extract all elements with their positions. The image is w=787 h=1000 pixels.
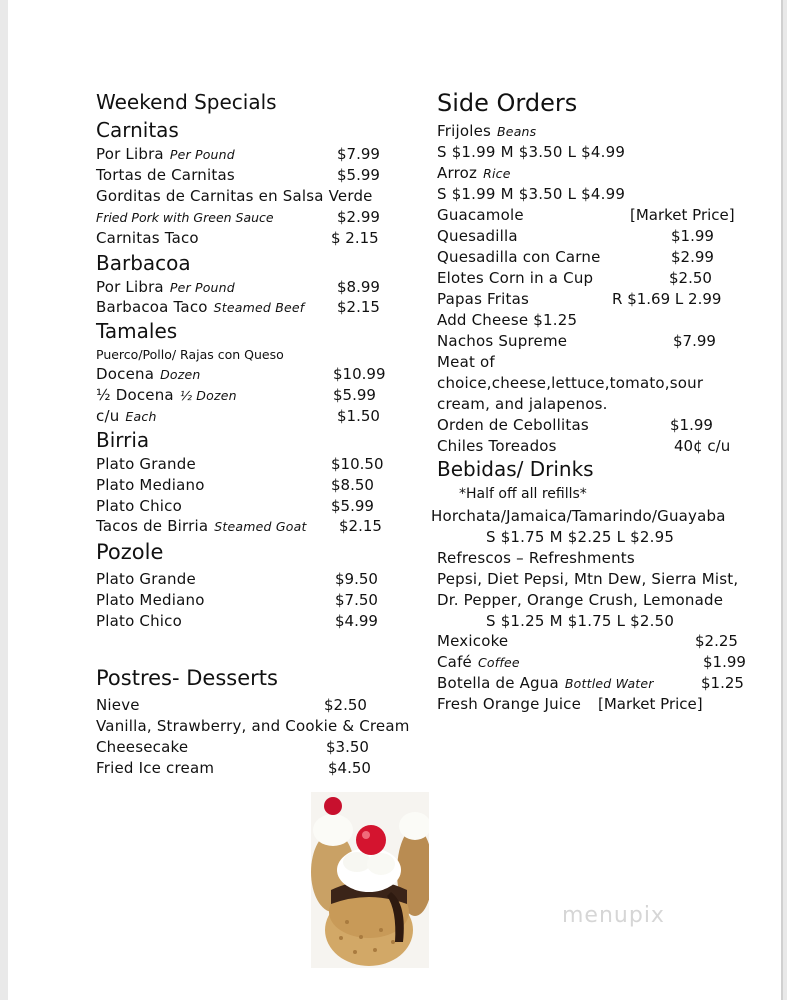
menu-item: Fried Ice cream — [96, 759, 215, 777]
item-price: $1.99 — [703, 653, 746, 671]
menu-item: Nieve — [96, 696, 140, 714]
menu-item: Mexicoke — [437, 632, 509, 650]
item-translation: Per Pound — [169, 147, 235, 162]
size-prices: S $1.99 M $3.50 L $4.99 — [437, 143, 626, 161]
fried-ice-cream-photo — [311, 792, 429, 968]
dessert-illustration — [311, 792, 429, 968]
menu-item — [437, 674, 654, 692]
item-price: $1.99 — [670, 416, 713, 434]
item-price: $5.99 — [331, 497, 374, 515]
menu-item: Nachos Supreme — [437, 332, 568, 350]
side-orders-heading: Side Orders — [437, 89, 578, 117]
item-description: Meat of — [437, 353, 495, 371]
item-description: Dr. Pepper, Orange Crush, Lemonade — [437, 591, 724, 609]
tamales-types: Puerco/Pollo/ Rajas con Queso — [96, 347, 284, 362]
menu-item — [437, 164, 511, 182]
item-name: ½ Docena — [96, 386, 174, 404]
item-price: [Market Price] — [630, 206, 735, 224]
item-price: $5.99 — [337, 166, 380, 184]
menu-item: Plato Chico — [96, 497, 183, 515]
menu-item: Carnitas Taco — [96, 229, 199, 247]
menu-item — [437, 122, 536, 140]
item-name: Por Libra — [96, 278, 164, 296]
menu-item: Plato Mediano — [96, 591, 205, 609]
menu-item: Plato Grande — [96, 570, 196, 588]
item-price: $4.99 — [335, 612, 378, 630]
item-price: 40¢ c/u — [674, 437, 731, 455]
menu-item: Chiles Toreados — [437, 437, 557, 455]
item-price: $1.50 — [337, 407, 380, 425]
item-description: Pepsi, Diet Pepsi, Mtn Dew, Sierra Mist, — [437, 570, 739, 588]
menu-item: Plato Mediano — [96, 476, 205, 494]
item-translation: Dozen — [160, 367, 201, 382]
item-price: $10.50 — [331, 455, 384, 473]
dessert-flavors: Vanilla, Strawberry, and Cookie & Cream — [96, 717, 410, 735]
menu-item — [96, 407, 157, 425]
item-price: [Market Price] — [598, 695, 703, 713]
item-translation: Coffee — [477, 655, 520, 670]
item-price: $1.99 — [671, 227, 714, 245]
menu-item: Guacamole — [437, 206, 524, 224]
item-price: $7.50 — [335, 591, 378, 609]
tamales-heading: Tamales — [96, 319, 178, 343]
item-name: Por Libra — [96, 145, 164, 163]
item-translation: Rice — [483, 166, 511, 181]
item-price: $2.25 — [695, 632, 738, 650]
bebidas-heading: Bebidas/ Drinks — [437, 457, 594, 481]
menu-item: Gorditas de Carnitas en Salsa Verde — [96, 187, 373, 205]
item-name: c/u — [96, 407, 120, 425]
menu-item — [96, 365, 201, 383]
item-price: R $1.69 L 2.99 — [612, 290, 722, 308]
item-name: Frijoles — [437, 122, 492, 140]
item-price: $ 2.15 — [331, 229, 379, 247]
item-price: $2.99 — [337, 208, 380, 226]
carnitas-heading: Carnitas — [96, 118, 179, 142]
item-price: $7.99 — [337, 145, 380, 163]
menu-item — [96, 386, 237, 404]
item-price: $1.25 — [701, 674, 744, 692]
item-description: choice,cheese,lettuce,tomato,sour — [437, 374, 704, 392]
item-price: $4.50 — [328, 759, 371, 777]
item-price: $8.50 — [331, 476, 374, 494]
menu-page — [8, 0, 783, 1000]
menu-item — [96, 517, 307, 535]
size-prices: S $1.99 M $3.50 L $4.99 — [437, 185, 626, 203]
item-translation: Per Pound — [169, 280, 235, 295]
menu-item: Orden de Cebollitas — [437, 416, 589, 434]
item-name: Botella de Agua — [437, 674, 559, 692]
item-price: $2.15 — [339, 517, 382, 535]
item-name: Barbacoa Taco — [96, 298, 208, 316]
item-name: Café — [437, 653, 472, 671]
menu-item: Plato Grande — [96, 455, 196, 473]
pozole-heading: Pozole — [96, 540, 164, 564]
item-price: $2.15 — [337, 298, 380, 316]
menu-item: Papas Fritas — [437, 290, 530, 308]
menu-item: Cheesecake — [96, 738, 189, 756]
item-translation: Steamed Beef — [213, 300, 305, 315]
item-translation: Beans — [497, 124, 537, 139]
item-price: $3.50 — [326, 738, 369, 756]
barbacoa-heading: Barbacoa — [96, 251, 191, 275]
item-price: $5.99 — [333, 386, 376, 404]
item-description: cream, and jalapenos. — [437, 395, 608, 413]
item-price: $2.50 — [324, 696, 367, 714]
menu-item: Add Cheese $1.25 — [437, 311, 578, 329]
item-translation: Each — [125, 409, 157, 424]
item-price: $8.99 — [337, 278, 380, 296]
item-price: $2.50 — [669, 269, 712, 287]
menu-item — [96, 278, 235, 296]
size-prices: S $1.75 M $2.25 L $2.95 — [486, 528, 675, 546]
item-name: Docena — [96, 365, 155, 383]
item-name: Tacos de Birria — [96, 517, 209, 535]
menu-item: Fresh Orange Juice — [437, 695, 582, 713]
menu-item: Plato Chico — [96, 612, 183, 630]
item-price: $10.99 — [333, 365, 386, 383]
menu-item: Elotes Corn in a Cup — [437, 269, 594, 287]
postres-heading: Postres- Desserts — [96, 666, 278, 690]
item-translation: ½ Dozen — [179, 388, 237, 403]
size-prices: S $1.25 M $1.75 L $2.50 — [486, 612, 675, 630]
menu-item: Horchata/Jamaica/Tamarindo/Guayaba — [431, 507, 726, 525]
birria-heading: Birria — [96, 428, 150, 452]
menu-item: Refrescos – Refreshments — [437, 549, 635, 567]
item-price: $2.99 — [671, 248, 714, 266]
menu-item — [96, 145, 235, 163]
menu-item: Quesadilla con Carne — [437, 248, 601, 266]
menu-item — [96, 298, 304, 316]
item-translation: Bottled Water — [564, 676, 654, 691]
menu-item — [437, 653, 520, 671]
item-translation: Fried Pork with Green Sauce — [96, 210, 274, 225]
menu-item: Quesadilla — [437, 227, 518, 245]
menu-item: Tortas de Carnitas — [96, 166, 235, 184]
item-price: $9.50 — [335, 570, 378, 588]
menupix-watermark: menupix — [562, 903, 665, 928]
weekend-specials-title: Weekend Specials — [96, 90, 277, 114]
refills-note: *Half off all refills* — [459, 486, 587, 502]
item-price: $7.99 — [673, 332, 716, 350]
item-translation: Steamed Goat — [214, 519, 307, 534]
item-name: Arroz — [437, 164, 478, 182]
